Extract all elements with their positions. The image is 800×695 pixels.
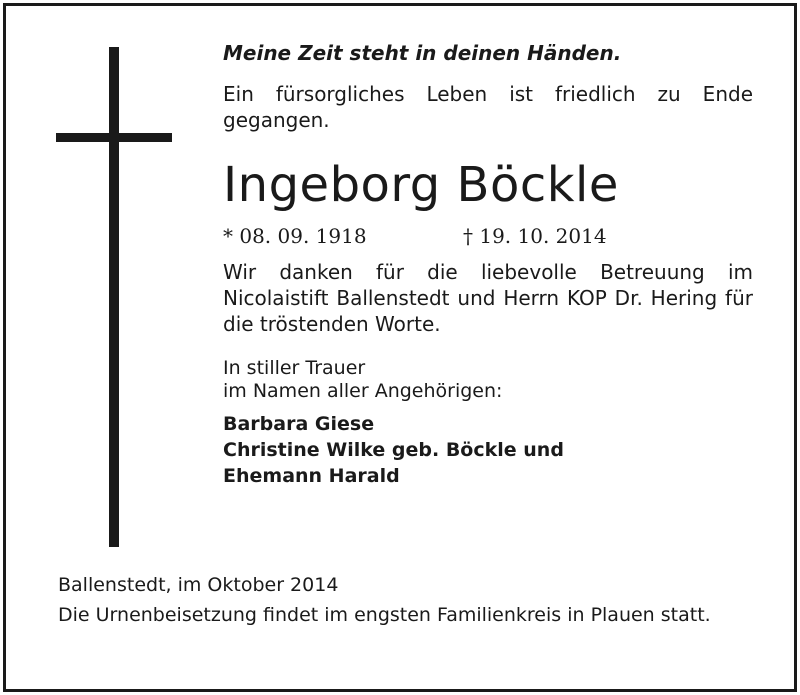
obituary-frame bbox=[3, 3, 797, 692]
mourning-lines bbox=[223, 357, 753, 403]
thanks-text: Wir danken für die liebevolle Betreuung im Nicolaistift Ballenstedt und Herrn KOP Dr. Hering für die tröstenden Worte. bbox=[223, 260, 753, 336]
burial-note: Die Urnenbeisetzung findet im engsten Familienkreis in Plauen statt. bbox=[58, 604, 711, 626]
motto: Meine Zeit steht in deinen Händen. bbox=[223, 41, 622, 65]
obituary-main bbox=[223, 40, 753, 489]
cross-horizontal-bar bbox=[56, 133, 172, 142]
mourning-line: im Namen aller Angehörigen: bbox=[223, 380, 503, 402]
signer: Christine Wilke geb. Böckle und bbox=[223, 439, 564, 461]
cross-vertical-bar bbox=[109, 47, 119, 547]
life-dates bbox=[223, 223, 753, 249]
mourning-line: In stiller Trauer bbox=[223, 357, 366, 379]
signer: Ehemann Harald bbox=[223, 465, 400, 487]
intro-text: Ein fürsorgliches Leben ist friedlich zu Ende gegangen. bbox=[223, 82, 753, 132]
signer: Barbara Giese bbox=[223, 413, 375, 435]
death-date: † 19. 10. 2014 bbox=[463, 224, 607, 248]
place-date: Ballenstedt, im Oktober 2014 bbox=[58, 574, 339, 596]
cross-icon bbox=[6, 6, 206, 566]
obituary-footer bbox=[58, 572, 758, 629]
deceased-name: Ingeborg Böckle bbox=[223, 157, 619, 213]
signers bbox=[223, 411, 753, 489]
birth-date: * 08. 09. 1918 bbox=[223, 224, 367, 248]
